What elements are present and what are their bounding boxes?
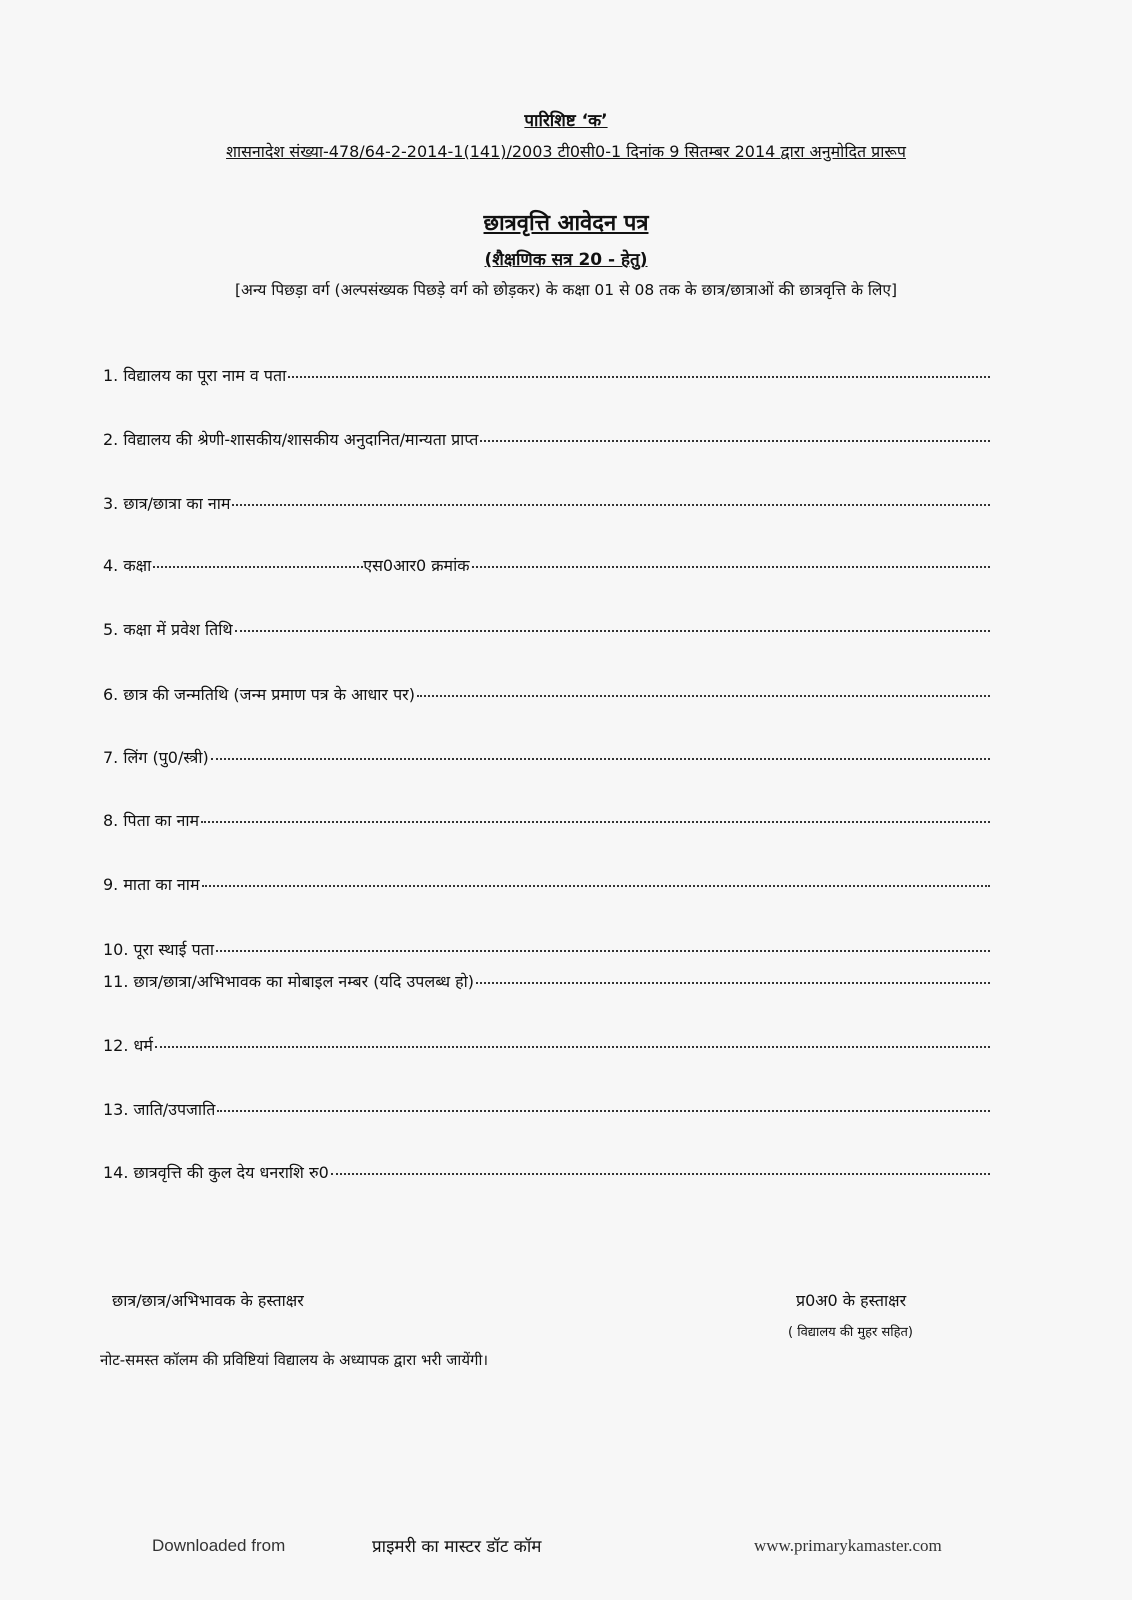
field-row[interactable] [103,1161,990,1183]
field-label: 12. धर्म [103,1036,153,1055]
field-label-2: एस0आर0 क्रमांक [363,556,470,575]
field-label: 1. विद्यालय का पूरा नाम व पता [103,366,287,385]
headmaster-signature-label: प्र0अ0 के हस्ताक्षर [796,1291,907,1310]
field-label: 14. छात्रवृत्ति की कुल देय धनराशि रु0 [103,1163,329,1182]
field-label: 9. माता का नाम [103,875,200,894]
field-row[interactable] [103,554,990,576]
fill-line[interactable] [417,695,990,697]
downloaded-from-text: Downloaded from [152,1536,286,1555]
field-label: 11. छात्र/छात्रा/अभिभावक का मोबाइल नम्बर (यदि उपलब्ध हो) [103,972,475,991]
note-text: नोट-समस्त कॉलम की प्रविष्टियां विद्यालय के अध्यापक द्वारा भरी जायेंगी। [100,1351,489,1369]
fill-line[interactable] [288,376,990,378]
fill-line[interactable] [201,821,990,823]
fill-line[interactable] [331,1173,990,1175]
field-row[interactable] [103,428,990,450]
field-row[interactable] [103,746,990,768]
field-label: 5. कक्षा में प्रवेश तिथि [103,620,233,639]
fill-line[interactable] [155,1046,990,1048]
field-row[interactable] [103,938,990,960]
field-label: 6. छात्र की जन्मतिथि (जन्म प्रमाण पत्र के आधार पर) [103,685,415,704]
field-row[interactable] [103,683,990,705]
field-label: 3. छात्र/छात्रा का नाम [103,494,231,513]
field-label: 2. विद्यालय की श्रेणी-शासकीय/शासकीय अनुदानित/मान्यता प्राप्त [103,430,479,449]
field-label: 8. पिता का नाम [103,811,200,830]
field-label: 4. कक्षा [103,556,152,575]
field-row[interactable] [103,492,990,514]
field-label: 10. पूरा स्थाई पता [103,940,214,959]
field-row[interactable] [103,364,990,386]
form-title: छात्रवृत्ति आवेदन पत्र [483,211,649,236]
scope-line: [अन्य पिछड़ा वर्ग (अल्पसंख्यक पिछड़े वर्ग को छोड़कर) के कक्षा 01 से 08 तक के छात्र/छात्राओं की छात्रवृत्ति के लिए] [234,281,898,299]
fill-line[interactable] [211,758,990,760]
fill-line[interactable] [217,1110,990,1112]
appendix-heading: पारिशिष्ट ‘क’ [524,111,608,131]
student-signature-label: छात्र/छात्र/अभिभावक के हस्ताक्षर [112,1291,304,1310]
fill-line[interactable] [153,566,363,568]
site-url-link[interactable]: www.primarykamaster.com [754,1536,942,1555]
fill-line[interactable] [480,440,990,442]
fill-line[interactable] [216,950,990,952]
fill-line[interactable] [476,982,990,984]
field-row[interactable] [103,618,990,640]
fill-line[interactable] [235,630,990,632]
field-label: 7. लिंग (पु0/स्त्री) [103,748,209,767]
field-row[interactable] [103,970,990,992]
site-name-hindi: प्राइमरी का मास्टर डॉट कॉम [372,1537,542,1557]
field-row[interactable] [103,1034,990,1056]
order-reference: शासनादेश संख्या-478/64-2-2014-1(141)/2003 टी0सी0-1 दिनांक 9 सितम्बर 2014 द्वारा अनुमोदित प्रारूप [226,142,906,161]
field-row[interactable] [103,809,990,831]
field-row[interactable] [103,873,990,895]
session-line: (शैक्षणिक सत्र 20 - हेतु) [484,250,648,270]
fill-line[interactable] [232,504,990,506]
field-row[interactable] [103,1098,990,1120]
seal-note: ( विद्यालय की मुहर सहित) [788,1325,913,1340]
fill-line[interactable] [202,885,990,887]
field-label: 13. जाति/उपजाति [103,1100,216,1119]
fill-line[interactable] [472,566,990,568]
